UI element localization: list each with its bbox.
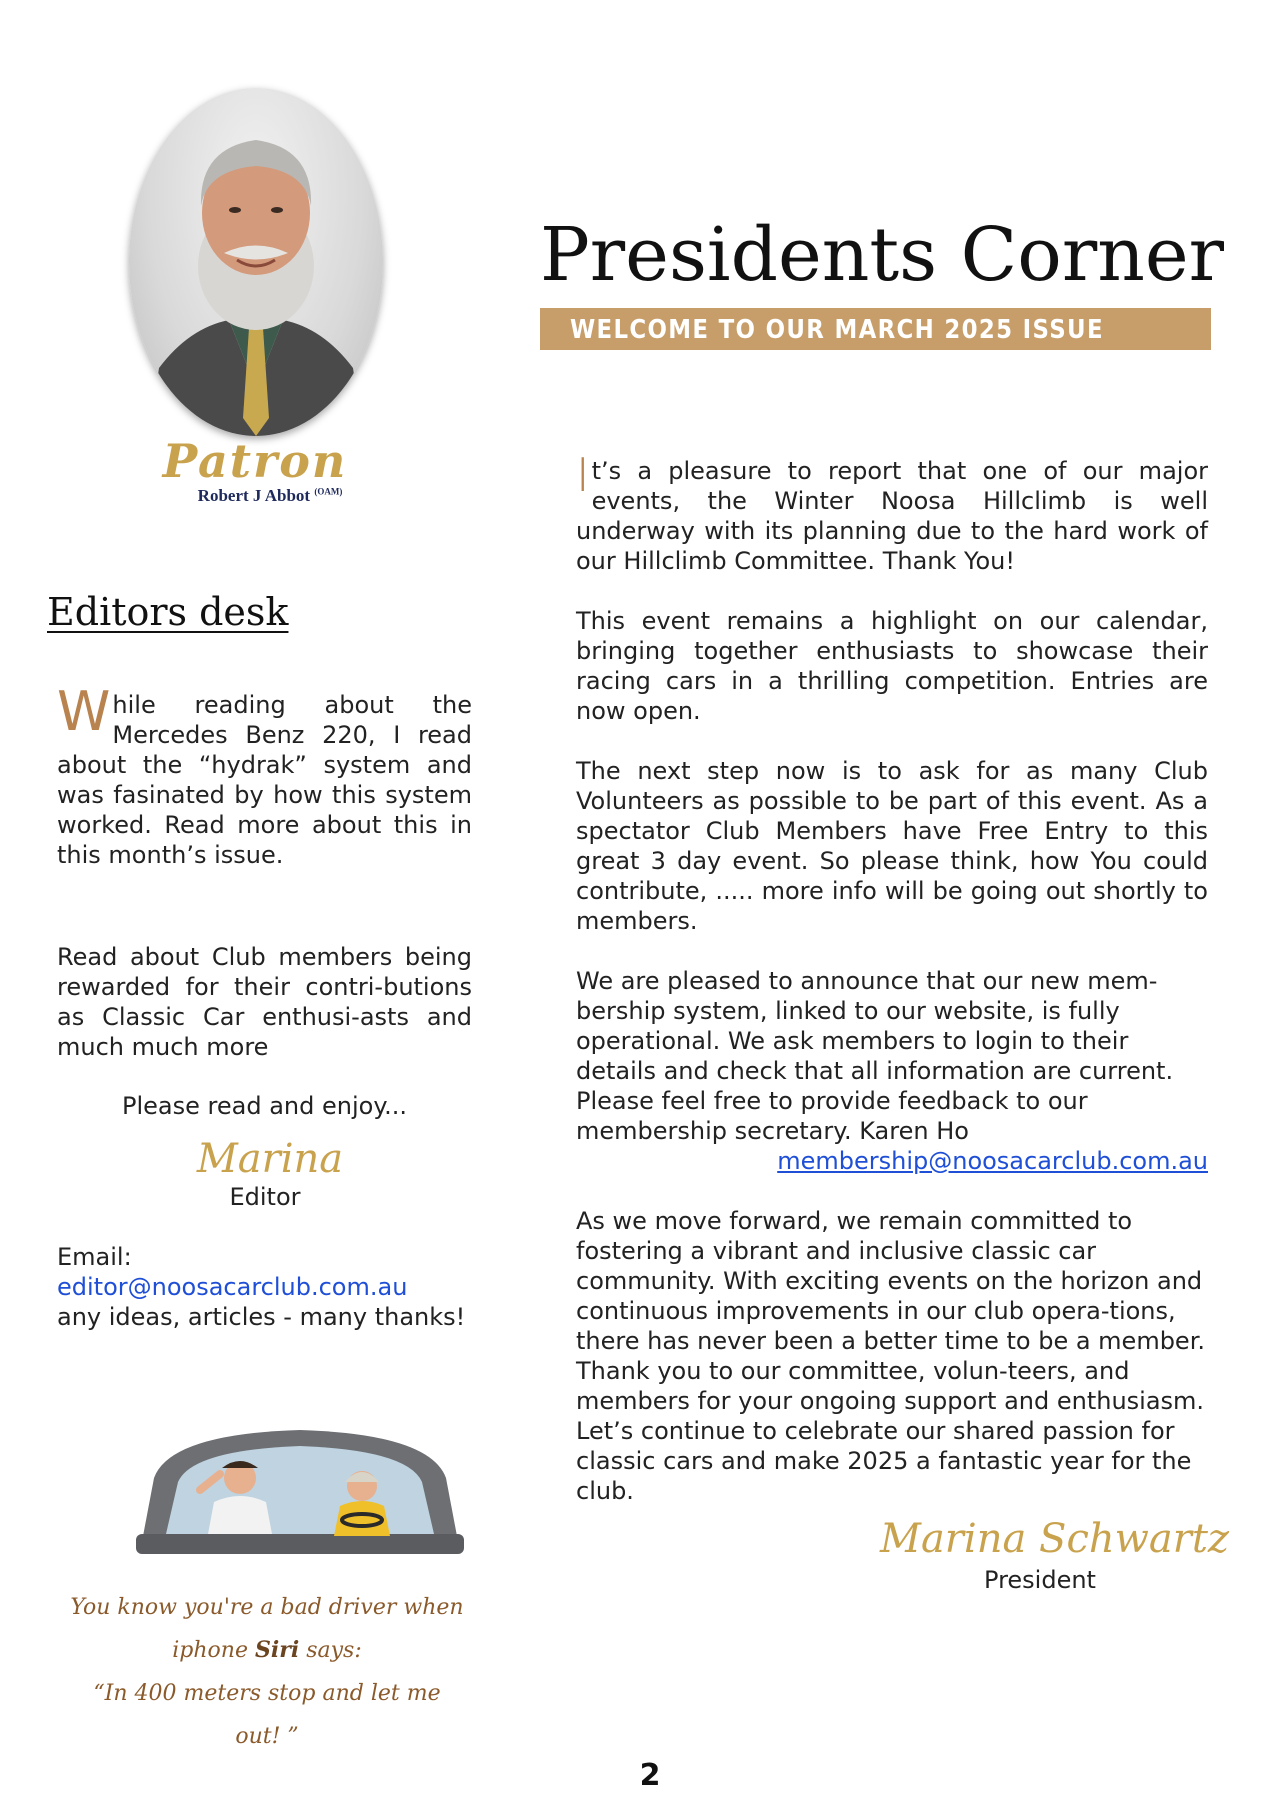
joke-line-1: You know you're a bad driver when [70, 1595, 464, 1620]
email-label: Email: [57, 1243, 132, 1271]
email-note: any ideas, articles - many thanks! [57, 1303, 466, 1331]
patron-portrait [129, 88, 383, 436]
joke-line-2-pre: iphone [172, 1638, 248, 1663]
editor-email-link[interactable]: editor@noosacarclub.com.au [57, 1273, 408, 1301]
president-paragraph-2: This event remains a highlight on our calendar, bringing together enthusiasts to showcase their racing cars in a thrilling competition. Entries are now open. [576, 607, 1208, 725]
editors-paragraph-1 [57, 680, 472, 870]
editor-signature: Marina [196, 1136, 344, 1182]
editors-paragraph-1-text: hile reading about the Mercedes Benz 220, I read about the “hydrak” system and was fasinated by how this system worked. Read more about this in this month’s issue. [57, 691, 472, 869]
president-signature: Marina Schwartz [880, 1516, 1229, 1562]
editors-closing: Please read and enjoy... [122, 1092, 407, 1120]
car-cartoon [130, 1424, 470, 1556]
joke-quote [57, 1586, 477, 1758]
patron-title: Patron [162, 434, 348, 488]
membership-email-link[interactable]: membership@noosacarclub.com.au [777, 1147, 1208, 1175]
drop-cap: I [576, 448, 590, 502]
car-cartoon-illustration [130, 1424, 470, 1556]
editor-role: Editor [229, 1183, 301, 1211]
president-paragraph-4: We are pleased to announce that our new mem-bership system, linked to our website, is fully operational. We ask members to login to their details and check that all information are current. Please feel free to provide feedback to our membership secretary. Karen Ho [576, 967, 1174, 1145]
joke-line-4: out! ” [235, 1724, 299, 1749]
drop-cap: W [57, 680, 111, 743]
patron-name [150, 486, 390, 506]
issue-banner [540, 308, 1211, 350]
page-number: 2 [639, 1758, 661, 1793]
patron-name-text: Robert J Abbot [197, 486, 311, 505]
president-role: President [984, 1566, 1096, 1594]
patron-honour: (OAM) [314, 486, 343, 497]
patron-photo-illustration [129, 88, 383, 436]
joke-line-2-bold: Siri [254, 1637, 300, 1663]
editor-contact [57, 1242, 472, 1332]
joke-line-2-post: says: [306, 1638, 362, 1663]
president-paragraph-3: The next step now is to ask for as many Club Volunteers as possible to be part of this event. As a spectator Club Members have Free Entry to this great 3 day event. So please think, how You could contribute, ..... more info will be going out shortly to members. [576, 757, 1208, 935]
page-title: Presidents Corner [540, 212, 1225, 298]
joke-line-3: “In 400 meters stop and let me [93, 1681, 441, 1706]
president-paragraph-1-text: t’s a pleasure to report that one of our major events, the Winter Noosa Hillclimb is well underway with its planning due to the hard work of our Hillclimb Committee. Thank You! [576, 457, 1208, 575]
joke-line-2 [57, 1629, 477, 1672]
president-paragraph-5: As we move forward, we remain committed to fostering a vibrant and inclusive classic car community. With exciting events on the horizon and continuous improvements in our club opera-tions, there has never been a better time to be a member. Thank you to our committee, volun-teers, and members for your ongoing support and enthusiasm. Let’s continue to celebrate our shared passion for classic cars and make 2025 a fantastic year for the club. [576, 1207, 1205, 1505]
president-paragraph-1 [576, 448, 1208, 576]
editors-desk-heading: Editors desk [47, 590, 289, 634]
editors-paragraph-2: Read about Club members being rewarded for their contri-butions as Classic Car enthusi-asts and much much more [57, 943, 472, 1061]
issue-banner-text: WELCOME TO OUR MARCH 2025 ISSUE [570, 315, 1104, 345]
